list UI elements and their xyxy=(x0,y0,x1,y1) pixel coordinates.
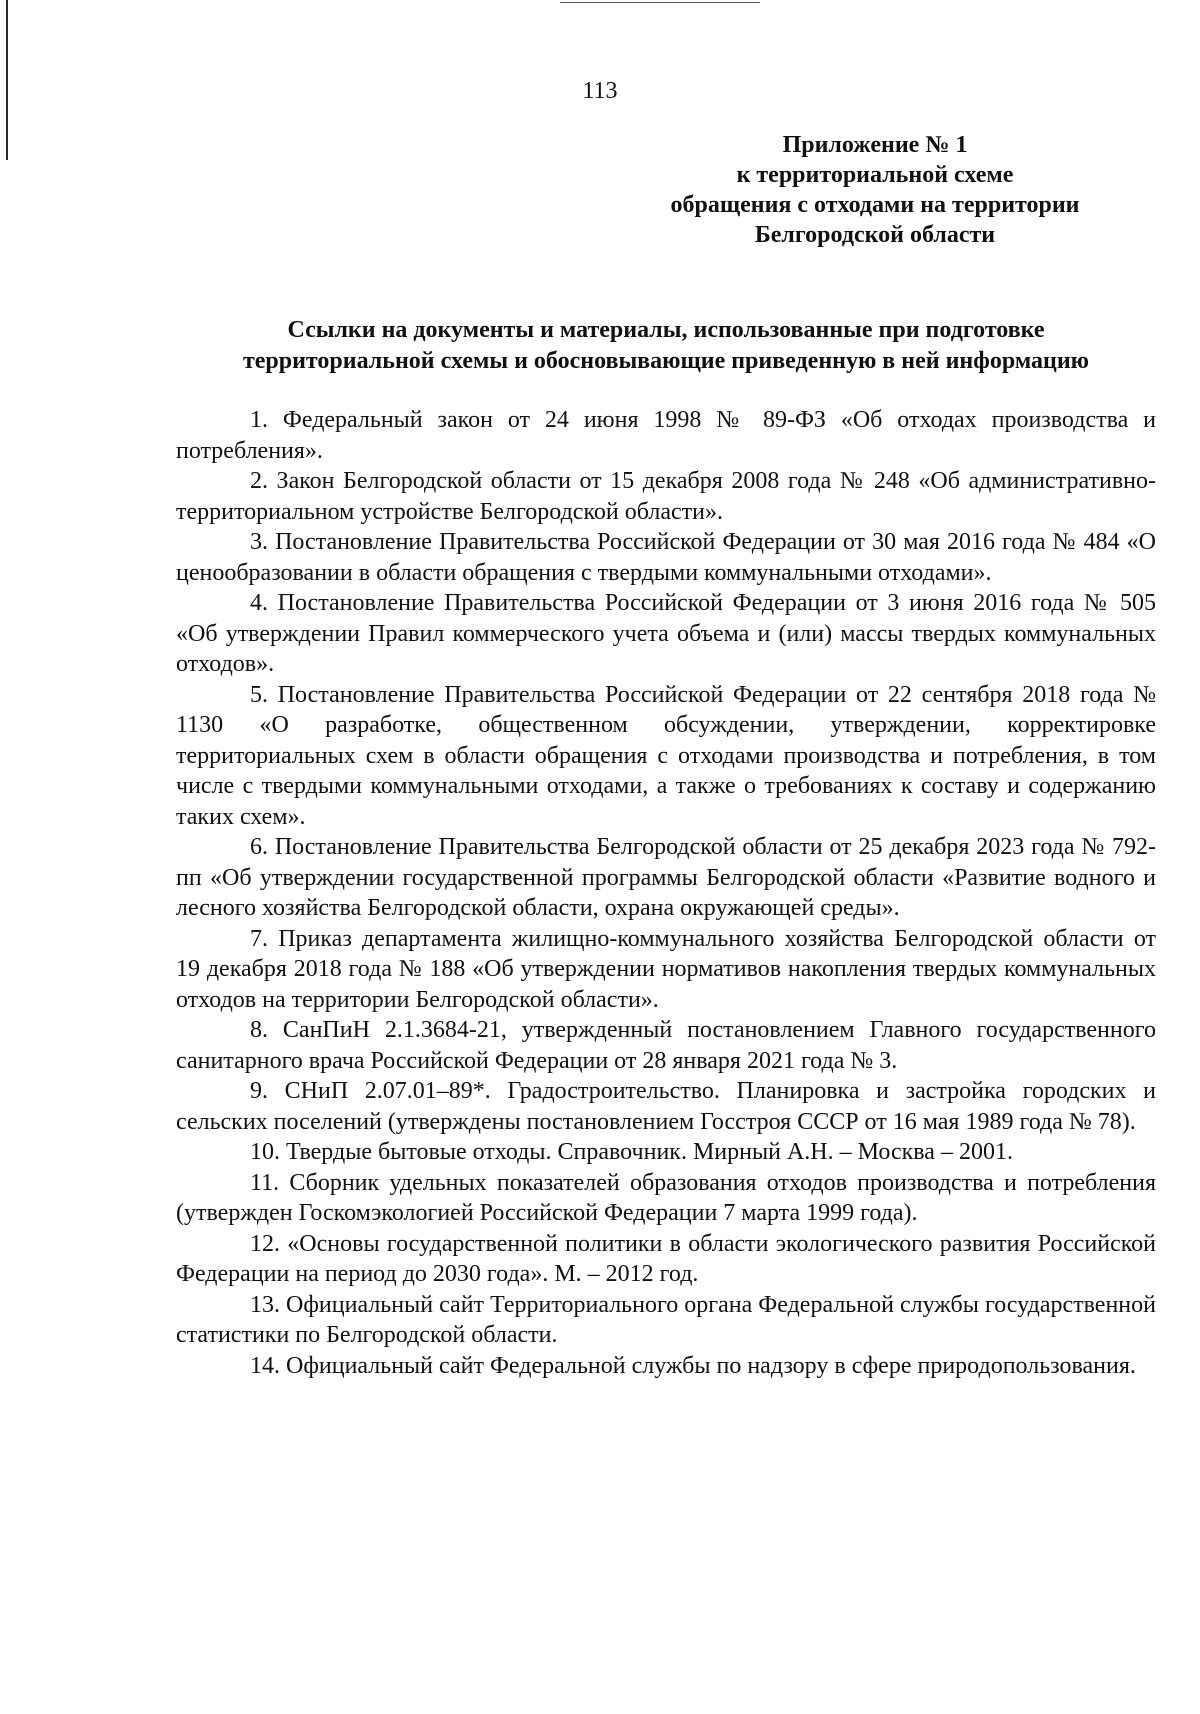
title-line: Ссылки на документы и материалы, использованные при подготовке xyxy=(287,317,1045,343)
reference-item: 4. Постановление Правительства Российской Федерации от 3 июня 2016 года № 505 «Об утверждении Правил коммерческого учета объема и (или) массы твердых коммунальных отходов». xyxy=(176,590,1156,677)
reference-item: 6. Постановление Правительства Белгородской области от 25 декабря 2023 года № 792-пп «Об утверждении государственной программы Белгородской области «Развитие водного и лесного хозяйства Белгородской области, охрана окружающей среды». xyxy=(176,834,1156,921)
document-title xyxy=(176,315,1156,377)
reference-item: 3. Постановление Правительства Российской Федерации от 30 мая 2016 года № 484 «О ценообразовании в области обращения с твердыми коммунальными отходами». xyxy=(176,529,1156,586)
reference-item: 10. Твердые бытовые отходы. Справочник. Мирный А.Н. – Москва – 2001. xyxy=(250,1139,1013,1165)
appendix-line: к территориальной схеме xyxy=(736,162,1014,188)
title-line: территориальной схемы и обосновывающие приведенную в ней информацию xyxy=(242,348,1090,374)
appendix-line: Приложение № 1 xyxy=(782,132,968,158)
page-number: 113 xyxy=(582,78,618,104)
reference-item: 1. Федеральный закон от 24 июня 1998 № 89-ФЗ «Об отходах производства и потребления». xyxy=(176,407,1156,464)
reference-item: 5. Постановление Правительства Российской Федерации от 22 сентября 2018 года № 1130 «О разработке, общественном обсуждении, утверждении, корректировке территориальных схем в области обращения с отходами производства и потребления, в том числе с твердыми коммунальными отходами, а также о требованиях к составу и содержанию таких схем». xyxy=(176,681,1156,830)
appendix-line: обращения с отходами на территории xyxy=(670,192,1080,218)
reference-item: 7. Приказ департамента жилищно-коммунального хозяйства Белгородской области от 19 декабря 2018 года № 188 «Об утверждении нормативов накопления твердых коммунальных отходов на территории Белгородской области». xyxy=(176,925,1156,1013)
reference-item: 14. Официальный сайт Федеральной службы по надзору в сфере природопользования. xyxy=(250,1352,1136,1379)
reference-list xyxy=(176,405,1156,1381)
reference-item: 2. Закон Белгородской области от 15 декабря 2008 года № 248 «Об административно-территориальном устройстве Белгородской области». xyxy=(176,468,1156,525)
reference-item: 9. СНиП 2.07.01–89*. Градостроительство. Планировка и застройка городских и сельских поселений (утверждены постановлением Госстроя СССР от 16 мая 1989 года № 78). xyxy=(176,1078,1156,1135)
appendix-heading xyxy=(620,130,1130,250)
reference-item: 13. Официальный сайт Территориального органа Федеральной службы государственной статистики по Белгородской области. xyxy=(176,1291,1156,1348)
reference-item: 12. «Основы государственной политики в области экологического развития Российской Федерации на период до 2030 года». М. – 2012 год. xyxy=(176,1230,1156,1287)
reference-item: 11. Сборник удельных показателей образования отходов производства и потребления (утвержден Госкомэкологией Российской Федерации 7 марта 1999 года). xyxy=(176,1169,1156,1226)
reference-item: 8. СанПиН 2.1.3684-21, утвержденный постановлением Главного государственного санитарного врача Российской Федерации от 28 января 2021 года № 3. xyxy=(176,1017,1156,1074)
scan-edge-top xyxy=(560,2,760,3)
appendix-line: Белгородской области xyxy=(754,222,996,248)
